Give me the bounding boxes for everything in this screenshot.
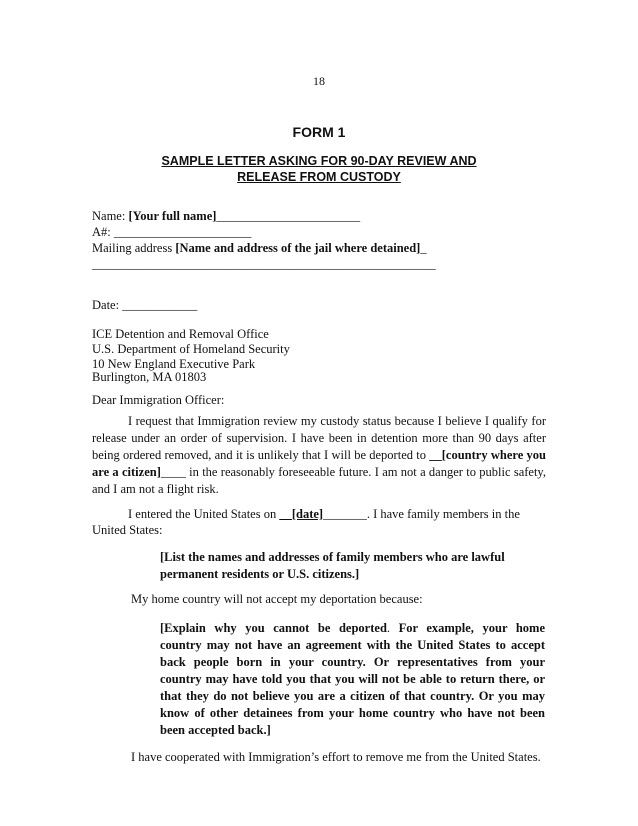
para1-line-2: release under an order of supervision. I have been in detention more than 90 days after bbox=[92, 431, 546, 445]
mailing-address-line bbox=[92, 241, 427, 256]
recipient-line-3: 10 New England Executive Park bbox=[92, 357, 256, 371]
mailing-placeholder: [Name and address of the jail where detained] bbox=[175, 241, 421, 255]
subtitle-line-2: RELEASE FROM CUSTODY bbox=[237, 170, 401, 184]
recipient-line-1: ICE Detention and Removal Office bbox=[92, 327, 269, 341]
explain-note-line-5: that they do not believe you are a citizen of that country. Or you may bbox=[160, 689, 545, 703]
explain-note-line-7: been accepted back.] bbox=[160, 723, 271, 737]
para1-line-5: and I am not a flight risk. bbox=[92, 482, 219, 496]
explain-note-example: For example, your home bbox=[390, 621, 546, 635]
salutation: Dear Immigration Officer: bbox=[92, 393, 225, 407]
name-label: Name: bbox=[92, 209, 129, 223]
para1-line-4-text: ____ in the reasonably foreseeable future. I am not a danger to public safety, bbox=[160, 465, 546, 479]
mailing-label: Mailing address bbox=[92, 241, 176, 255]
page-number: 18 bbox=[313, 74, 325, 88]
para1-line-1: I request that Immigration review my custody status because I believe I qualify for bbox=[128, 414, 546, 428]
explain-note-line-4: country may have told you that you will not be able to return there, or bbox=[160, 672, 545, 686]
a-number-line: A#: ______________________ bbox=[92, 225, 252, 239]
name-line bbox=[92, 209, 360, 224]
name-placeholder: [Your full name] bbox=[128, 209, 217, 223]
para4: I have cooperated with Immigration’s effort to remove me from the United States. bbox=[131, 750, 541, 764]
explain-note-line-6: know of other detainees from your home country who have not been bbox=[160, 706, 545, 720]
para2-fill: _______. I have family members in the bbox=[323, 507, 520, 521]
para3: My home country will not accept my deportation because: bbox=[131, 592, 423, 606]
mailing-fill: _ bbox=[420, 241, 427, 255]
country-placeholder-end: are a citizen] bbox=[92, 465, 161, 479]
explain-note-period: . bbox=[386, 621, 391, 635]
recipient-line-4: Burlington, MA 01803 bbox=[92, 370, 207, 384]
explain-note-line-1 bbox=[160, 620, 545, 637]
family-note-line-1: [List the names and addresses of family members who are lawful bbox=[160, 550, 505, 564]
para1-line-3-text: being ordered removed, and it is unlikely that I will be deported to bbox=[92, 448, 430, 462]
explain-note-start: [Explain why you cannot be deported bbox=[160, 621, 387, 635]
para2-line-2: United States: bbox=[92, 523, 163, 537]
explain-note-line-3: back people born in your country. Or representatives from your bbox=[160, 655, 545, 669]
para1-line-4 bbox=[92, 464, 546, 481]
para1-line-3 bbox=[92, 447, 546, 464]
family-note-line-2: permanent residents or U.S. citizens.] bbox=[160, 567, 360, 581]
recipient-line-2: U.S. Department of Homeland Security bbox=[92, 342, 290, 356]
country-placeholder-start: __[country where you bbox=[429, 448, 546, 462]
date-placeholder: __[date] bbox=[279, 507, 324, 521]
date-line: Date: ____________ bbox=[92, 298, 198, 312]
name-fill: _______________________ bbox=[216, 209, 361, 223]
subtitle-line-1: SAMPLE LETTER ASKING FOR 90-DAY REVIEW AND bbox=[161, 154, 477, 168]
form-title: FORM 1 bbox=[292, 124, 346, 140]
explain-note-line-2: country may not have an agreement with the United States to accept bbox=[160, 638, 545, 652]
para2-text: I entered the United States on bbox=[128, 507, 280, 521]
address-continuation-line: _______________________________________________________ bbox=[92, 257, 436, 271]
para2-line-1 bbox=[128, 507, 520, 522]
